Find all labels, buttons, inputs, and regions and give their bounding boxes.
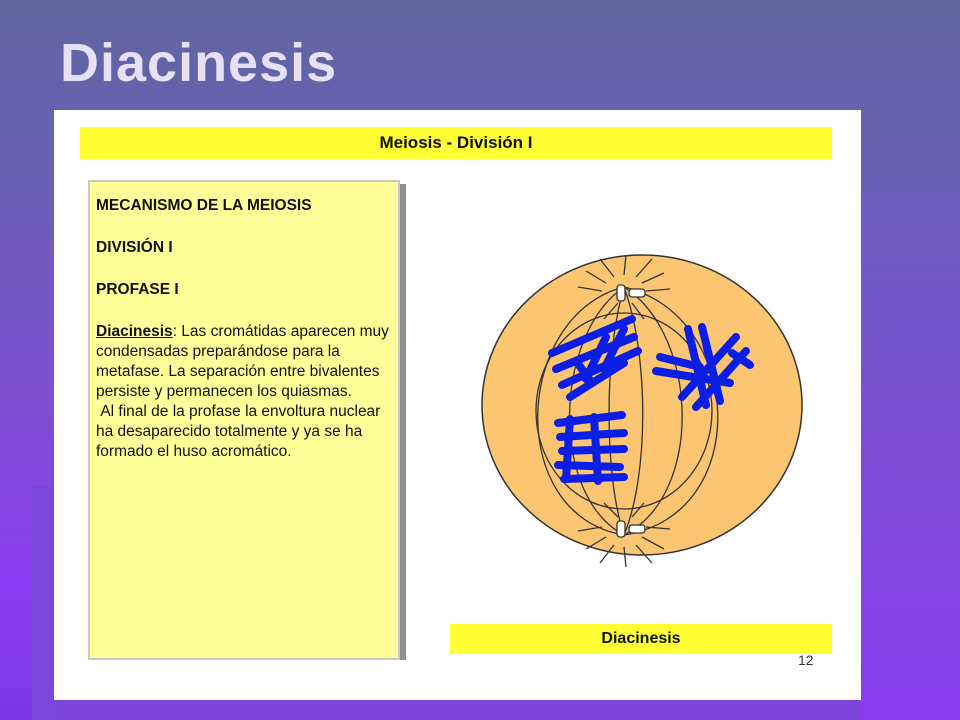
slide-title: Diacinesis [60,33,338,93]
background-band-left [32,486,54,720]
text-box [88,180,400,660]
slide-number: 12 [798,652,814,668]
background-band-right [860,192,960,720]
figure-caption: Diacinesis [450,624,832,654]
figure-panel [54,110,861,700]
text-term: Diacinesis [96,323,173,340]
text-paragraph-2 [96,402,392,462]
text-heading-mechanism: MECANISMO DE LA MEIOSIS [96,197,312,214]
text-paragraph-1 [96,322,392,402]
text-content [96,196,392,462]
text-paragraph-2-body: Al final de la profase la envoltura nuclear ha desaparecido totalmente y ya se ha formado el huso acromático. [96,403,381,460]
text-heading-prophase: PROFASE I [96,281,179,298]
text-paragraph-1-body: : Las cromátidas aparecen muy condensadas preparándose para la metafase. La separación entre bivalentes persiste y permanecen los quiasmas. [96,323,389,400]
cell-body [482,255,802,555]
figure-header: Meiosis - División I [80,127,832,159]
text-heading-division: DIVISIÓN I [96,239,173,256]
background-band-bottom [54,700,860,720]
cell-illustration [474,245,804,575]
